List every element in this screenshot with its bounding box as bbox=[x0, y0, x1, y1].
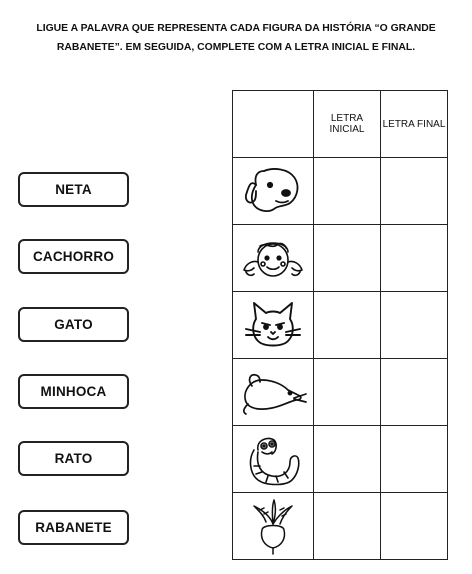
table-row bbox=[233, 158, 448, 225]
picture-cell bbox=[233, 359, 314, 426]
radish-icon bbox=[242, 496, 304, 556]
header-initial-letter: LETRA INICIAL bbox=[314, 91, 381, 158]
initial-letter-cell[interactable] bbox=[314, 493, 381, 560]
table-row bbox=[233, 426, 448, 493]
mouse-icon bbox=[238, 366, 308, 418]
initial-letter-cell[interactable] bbox=[314, 225, 381, 292]
initial-letter-cell[interactable] bbox=[314, 359, 381, 426]
initial-letter-cell[interactable] bbox=[314, 292, 381, 359]
word-box-rabanete[interactable]: RABANETE bbox=[18, 510, 129, 545]
header-empty-cell bbox=[233, 91, 314, 158]
word-box-minhoca[interactable]: MINHOCA bbox=[18, 374, 129, 409]
word-box-rato[interactable]: RATO bbox=[18, 441, 129, 476]
girl-icon bbox=[238, 232, 308, 284]
answer-table bbox=[232, 90, 448, 560]
table-row bbox=[233, 493, 448, 560]
table-row bbox=[233, 359, 448, 426]
instruction-line-2: RABANETE”. EM SEGUIDA, COMPLETE COM A LETRA INICIAL E FINAL. bbox=[56, 42, 416, 53]
final-letter-cell[interactable] bbox=[381, 359, 448, 426]
table-row bbox=[233, 225, 448, 292]
picture-cell bbox=[233, 225, 314, 292]
picture-cell bbox=[233, 493, 314, 560]
table-row bbox=[233, 292, 448, 359]
picture-cell bbox=[233, 426, 314, 493]
header-final-letter: LETRA FINAL bbox=[381, 91, 448, 158]
word-box-gato[interactable]: GATO bbox=[18, 307, 129, 342]
picture-cell bbox=[233, 292, 314, 359]
final-letter-cell[interactable] bbox=[381, 426, 448, 493]
instruction-line-1: LIGUE A PALAVRA QUE REPRESENTA CADA FIGURA DA HISTÓRIA “O GRANDE bbox=[36, 23, 436, 34]
word-box-cachorro[interactable]: CACHORRO bbox=[18, 239, 129, 274]
initial-letter-cell[interactable] bbox=[314, 158, 381, 225]
word-box-neta[interactable]: NETA bbox=[18, 172, 129, 207]
final-letter-cell[interactable] bbox=[381, 292, 448, 359]
initial-letter-cell[interactable] bbox=[314, 426, 381, 493]
final-letter-cell[interactable] bbox=[381, 158, 448, 225]
final-letter-cell[interactable] bbox=[381, 225, 448, 292]
worm-icon bbox=[242, 430, 304, 488]
final-letter-cell[interactable] bbox=[381, 493, 448, 560]
cat-icon bbox=[242, 299, 304, 351]
dog-icon bbox=[242, 165, 304, 217]
picture-cell bbox=[233, 158, 314, 225]
